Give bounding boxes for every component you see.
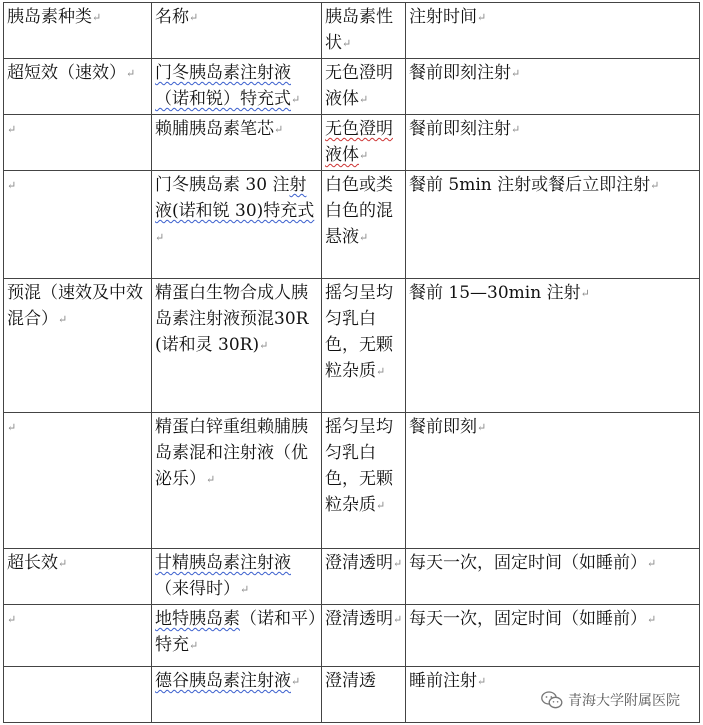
cell-property: 无色澄明液体↵ (322, 115, 406, 171)
table-header-row (4, 3, 700, 59)
cell-name: 赖脯胰岛素笔芯↵ (152, 115, 322, 171)
table-row (4, 549, 700, 605)
wechat-icon (541, 691, 563, 709)
cell-name: 德谷胰岛素注射液↵ (152, 667, 322, 723)
cell-name: 地特胰岛素（诺和平）特充↵ (152, 605, 322, 667)
cell-property: 摇匀呈均匀乳白色，无颗粒杂质↵ (322, 413, 406, 549)
cell-type: 超短效（速效）↵ (4, 59, 152, 115)
insulin-table (3, 2, 700, 723)
cell-type (4, 667, 152, 723)
cell-type: 超长效↵ (4, 549, 152, 605)
cell-property: 摇匀呈均匀乳白色，无颗粒杂质↵ (322, 279, 406, 413)
watermark (538, 689, 683, 711)
table-row (4, 279, 700, 413)
cell-type: 预混（速效及中效混合）↵ (4, 279, 152, 413)
table-row (4, 59, 700, 115)
cell-name: 门冬胰岛素 30 注射液(诺和锐 30)特充式↵ (152, 171, 322, 279)
cell-property: 无色澄明液体↵ (322, 59, 406, 115)
cell-type: ↵ (4, 605, 152, 667)
header-property: 胰岛素性状↵ (322, 3, 406, 59)
cell-time: 餐前 15—30min 注射↵ (406, 279, 700, 413)
cell-time: 睡前注射↵ (406, 667, 700, 723)
header-time: 注射时间↵ (406, 3, 700, 59)
cell-name: 门冬胰岛素注射液（诺和锐）特充式↵ (152, 59, 322, 115)
cell-name: 精蛋白锌重组赖脯胰岛素混和注射液（优泌乐）↵ (152, 413, 322, 549)
cell-time: 餐前即刻注射↵ (406, 59, 700, 115)
table-row (4, 115, 700, 171)
cell-time: 每天一次，固定时间（如睡前）↵ (406, 549, 700, 605)
cell-time: 餐前即刻注射↵ (406, 115, 700, 171)
cell-property: 澄清透 (322, 667, 406, 723)
watermark-text: 青海大学附属医院 (568, 693, 680, 709)
header-name: 名称↵ (152, 3, 322, 59)
table-row (4, 171, 700, 279)
cell-type: ↵ (4, 413, 152, 549)
header-type: 胰岛素种类↵ (4, 3, 152, 59)
cell-name: 甘精胰岛素注射液（来得时）↵ (152, 549, 322, 605)
cell-property: 白色或类白色的混悬液↵ (322, 171, 406, 279)
cell-time: 每天一次，固定时间（如睡前）↵ (406, 605, 700, 667)
cell-name: 精蛋白生物合成人胰岛素注射液预混30R(诺和灵 30R)↵ (152, 279, 322, 413)
cell-property: 澄清透明↵ (322, 605, 406, 667)
table-row (4, 605, 700, 667)
table-row (4, 413, 700, 549)
cell-time: 餐前 5min 注射或餐后立即注射↵ (406, 171, 700, 279)
cell-type: ↵ (4, 115, 152, 171)
cell-type: ↵ (4, 171, 152, 279)
cell-time: 餐前即刻↵ (406, 413, 700, 549)
cell-property: 澄清透明↵ (322, 549, 406, 605)
